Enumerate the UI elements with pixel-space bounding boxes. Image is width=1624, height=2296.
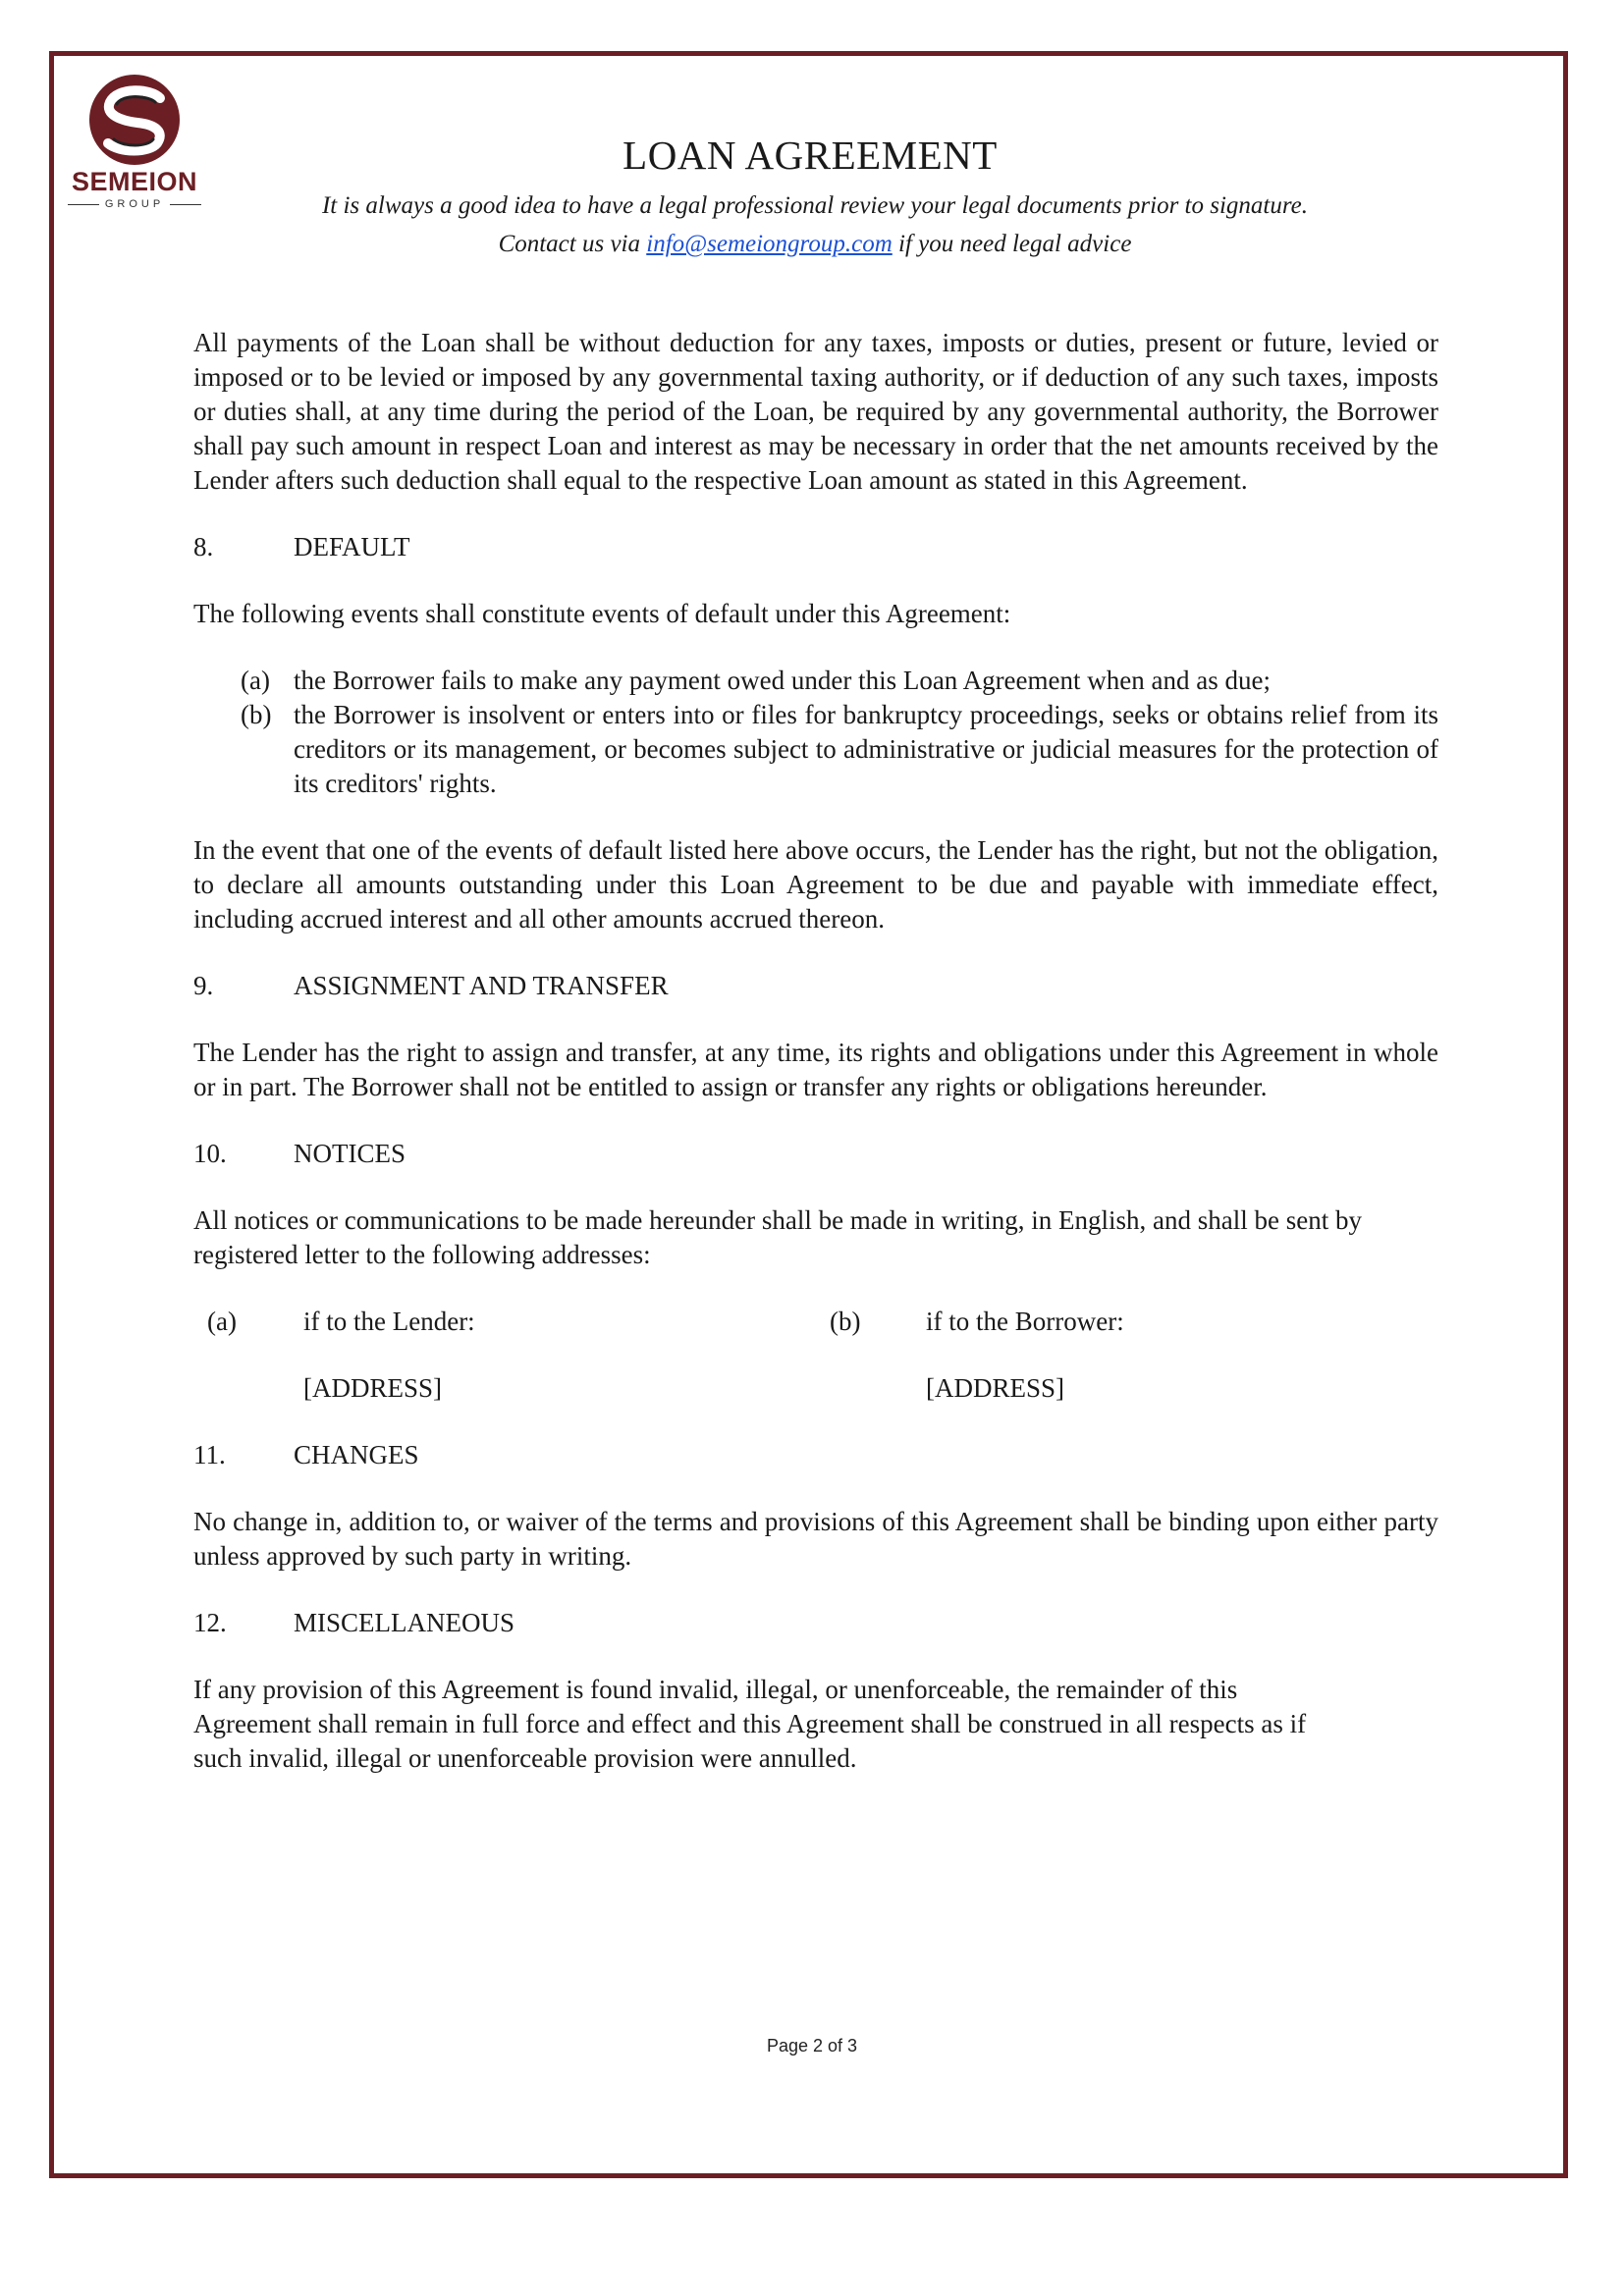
list-item (193, 664, 1438, 698)
miscellaneous-text: If any provision of this Agreement is found invalid, illegal, or unenforceable, the remainder of this Agreement shall remain in full force and effect and this Agreement shall be construed in all respects as if such invalid, illegal or unenforceable provision were annulled. (193, 1675, 1307, 1773)
section-heading-miscellaneous (193, 1606, 1438, 1640)
section-heading-assignment (193, 969, 1438, 1003)
brand-rule-left (68, 204, 99, 205)
default-closing: In the event that one of the events of default listed here above occurs, the Lender has the right, but not the obligation, to declare all amounts outstanding under this Loan Agreement to be due and payable with immediate effect, including accrued interest and all other amounts accrued thereon. (193, 835, 1438, 934)
list-marker: (a) (207, 1307, 237, 1336)
section-title: DEFAULT (294, 532, 410, 561)
section-title: CHANGES (294, 1440, 419, 1469)
section-title: NOTICES (294, 1139, 406, 1168)
changes-text: No change in, addition to, or waiver of the terms and provisions of this Agreement shall be binding upon either party unless approved by such party in writing. (193, 1507, 1438, 1571)
section-number: 9. (193, 971, 214, 1000)
legal-disclaimer (295, 187, 1335, 263)
document-body (193, 326, 1438, 1776)
section-heading-default (193, 530, 1438, 564)
brand-subtitle (61, 198, 208, 210)
list-marker: (a) (241, 666, 270, 695)
brand-rule-right (170, 204, 201, 205)
list-item-text: the Borrower is insolvent or enters into or files for bankruptcy proceedings, seeks or obtains relief from its creditors or its management, or becomes subject to administrative or judicial measures for the protection of its creditors' rights. (294, 700, 1438, 798)
section-heading-notices (193, 1137, 1438, 1171)
section-heading-changes (193, 1438, 1438, 1472)
section-title: MISCELLANEOUS (294, 1608, 515, 1637)
section-number: 12. (193, 1608, 227, 1637)
assignment-text: The Lender has the right to assign and transfer, at any time, its rights and obligations under this Agreement in whole or in part. The Borrower shall not be entitled to assign or transfer any rights or obligations hereunder. (193, 1038, 1438, 1101)
contact-email-link[interactable]: info@semeiongroup.com (646, 231, 893, 257)
brand-sub-text: GROUP (104, 198, 165, 210)
list-item-text: the Borrower fails to make any payment owed under this Loan Agreement when and as due; (294, 666, 1271, 695)
section-title: ASSIGNMENT AND TRANSFER (294, 971, 669, 1000)
list-item (193, 698, 1438, 801)
page-number: Page 2 of 3 (766, 2036, 858, 2056)
document-title: LOAN AGREEMENT (623, 133, 998, 178)
section-number: 10. (193, 1139, 227, 1168)
list-marker: (b) (830, 1307, 861, 1336)
address-label: if to the Borrower: (926, 1307, 1124, 1336)
address-value: [ADDRESS] (926, 1373, 1065, 1403)
address-label: if to the Lender: (303, 1307, 475, 1336)
intro-paragraph: All payments of the Loan shall be without deduction for any taxes, imposts or duties, present or future, levied or imposed or to be levied or imposed by any governmental taxing authority, or if deduction of any such taxes, imposts or duties shall, at any time during the period of the Loan, be required by any governmental authority, the Borrower shall pay such amount in respect Loan and interest as may be necessary in order that the net amounts received by the Lender afters such deduction shall equal to the respective Loan amount as stated in this Agreement. (193, 328, 1438, 495)
brand-name: SEMEION (71, 167, 198, 196)
disclaimer-line-1: It is always a good idea to have a legal professional review your legal documents prior to signature. (321, 192, 1309, 219)
disclaimer-prefix: Contact us via (498, 231, 647, 257)
list-marker: (b) (241, 700, 272, 729)
disclaimer-line-2 (295, 225, 1335, 263)
notices-text: All notices or communications to be made hereunder shall be made in writing, in English, and shall be sent by registered letter to the following addresses: (193, 1205, 1362, 1269)
section-number: 8. (193, 532, 214, 561)
default-intro: The following events shall constitute events of default under this Agreement: (193, 599, 1011, 628)
disclaimer-suffix: if you need legal advice (892, 231, 1132, 257)
address-value: [ADDRESS] (303, 1373, 443, 1403)
borrower-address-block (816, 1305, 1438, 1406)
lender-address-block (193, 1305, 816, 1406)
default-events-list (193, 664, 1438, 801)
section-number: 11. (193, 1440, 226, 1469)
notice-addresses (193, 1305, 1438, 1406)
